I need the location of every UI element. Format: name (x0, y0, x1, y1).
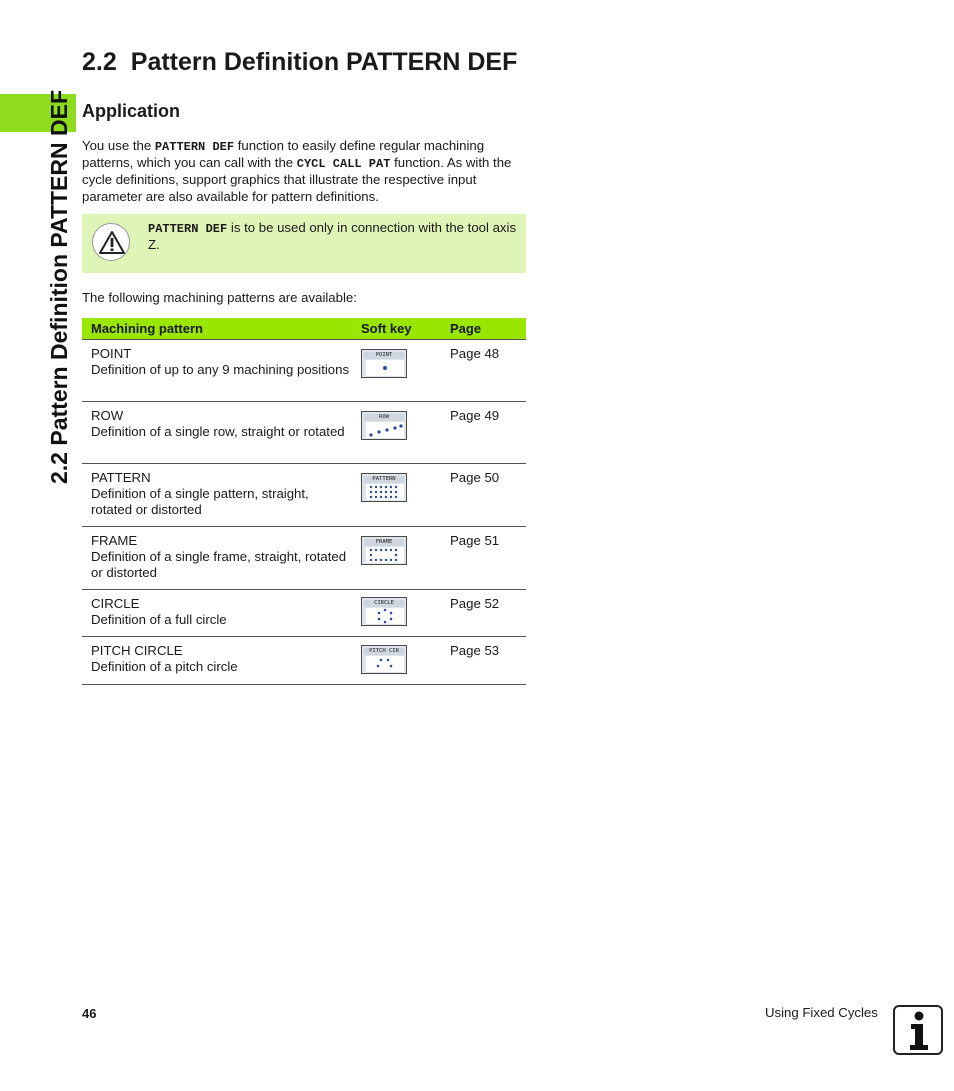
softkey-label: POINT (364, 352, 404, 359)
table-row (82, 402, 526, 464)
table-row (82, 464, 526, 527)
header-soft-key: Soft key (361, 321, 412, 336)
pattern-name: ROW (91, 408, 124, 423)
page-number: 46 (82, 1006, 97, 1021)
info-icon (893, 1005, 943, 1055)
pattern-desc: Definition of a single row, straight or rotated (91, 424, 345, 440)
page-ref-link[interactable]: Page 53 (450, 643, 500, 658)
patterns-table (82, 318, 526, 685)
pattern-name: CIRCLE (91, 596, 140, 611)
table-row (82, 590, 526, 637)
note-box (82, 214, 526, 273)
pattern-name: PITCH CIRCLE (91, 643, 183, 658)
table-row (82, 340, 526, 402)
pattern-desc: Definition of a pitch circle (91, 659, 238, 675)
warning-icon (92, 223, 130, 261)
page-ref-link[interactable]: Page 51 (450, 533, 500, 548)
softkey-pitch-circle[interactable] (361, 645, 407, 674)
section-title: Pattern Definition PATTERN DEF (130, 48, 518, 76)
softkey-frame[interactable] (361, 536, 407, 565)
table-header (82, 318, 526, 340)
softkey-pattern[interactable] (361, 473, 407, 502)
circle-pattern-icon (366, 608, 404, 624)
header-machining-pattern: Machining pattern (91, 321, 203, 336)
pattern-grid-icon (366, 484, 404, 500)
available-patterns-text: The following machining patterns are available: (82, 290, 357, 305)
side-tab-title: 2.2 Pattern Definition PATTERN DEF (46, 89, 72, 484)
header-page: Page (450, 321, 482, 336)
page-ref-link[interactable]: Page 48 (450, 346, 500, 361)
pattern-desc: Definition of a single pattern, straight, rotated or distorted (91, 486, 309, 518)
pattern-desc: Definition of up to any 9 machining positions (91, 362, 350, 378)
page-ref-link[interactable]: Page 52 (450, 596, 500, 611)
softkey-circle[interactable] (361, 597, 407, 626)
pattern-desc: Definition of a full circle (91, 612, 227, 628)
softkey-label: FRAME (364, 539, 404, 546)
row-pattern-icon (366, 422, 404, 438)
softkey-label: PATTERN (364, 476, 404, 483)
pitch-circle-pattern-icon (366, 656, 404, 672)
frame-pattern-icon (366, 547, 404, 563)
softkey-point[interactable] (361, 349, 407, 378)
subheading: Application (82, 101, 180, 121)
pattern-name: POINT (91, 346, 132, 361)
softkey-label: ROW (364, 414, 404, 421)
pattern-name: PATTERN (91, 470, 151, 485)
page-title (82, 48, 517, 77)
softkey-row[interactable] (361, 411, 407, 440)
pattern-desc: Definition of a single frame, straight, rotated or distorted (91, 549, 347, 581)
code-cycl-call-pat: CYCL CALL PAT (296, 157, 391, 172)
page-ref-link[interactable]: Page 49 (450, 408, 500, 423)
code-pattern-def-note: PATTERN DEF (148, 222, 228, 236)
pattern-name: FRAME (91, 533, 138, 548)
page-ref-link[interactable]: Page 50 (450, 470, 500, 485)
intro-paragraph: You use the PATTERN DEF function to easily define regular machining patterns, which you can call with the CYCL CALL PAT function. As with the cycle definitions, support graphics that illustrate the respective input parameter are also available for pattern definitions. (82, 138, 512, 204)
softkey-label: CIRCLE (364, 600, 404, 607)
table-row (82, 527, 526, 590)
softkey-label: PITCH CIR (364, 648, 404, 655)
section-number: 2.2 (82, 48, 117, 76)
footer-section: Using Fixed Cycles (765, 1005, 878, 1020)
note-text: PATTERN DEF is to be used only in connection with the tool axis Z. (148, 220, 517, 252)
point-pattern-icon (366, 360, 404, 376)
table-row (82, 637, 526, 685)
code-pattern-def: PATTERN DEF (154, 140, 235, 154)
